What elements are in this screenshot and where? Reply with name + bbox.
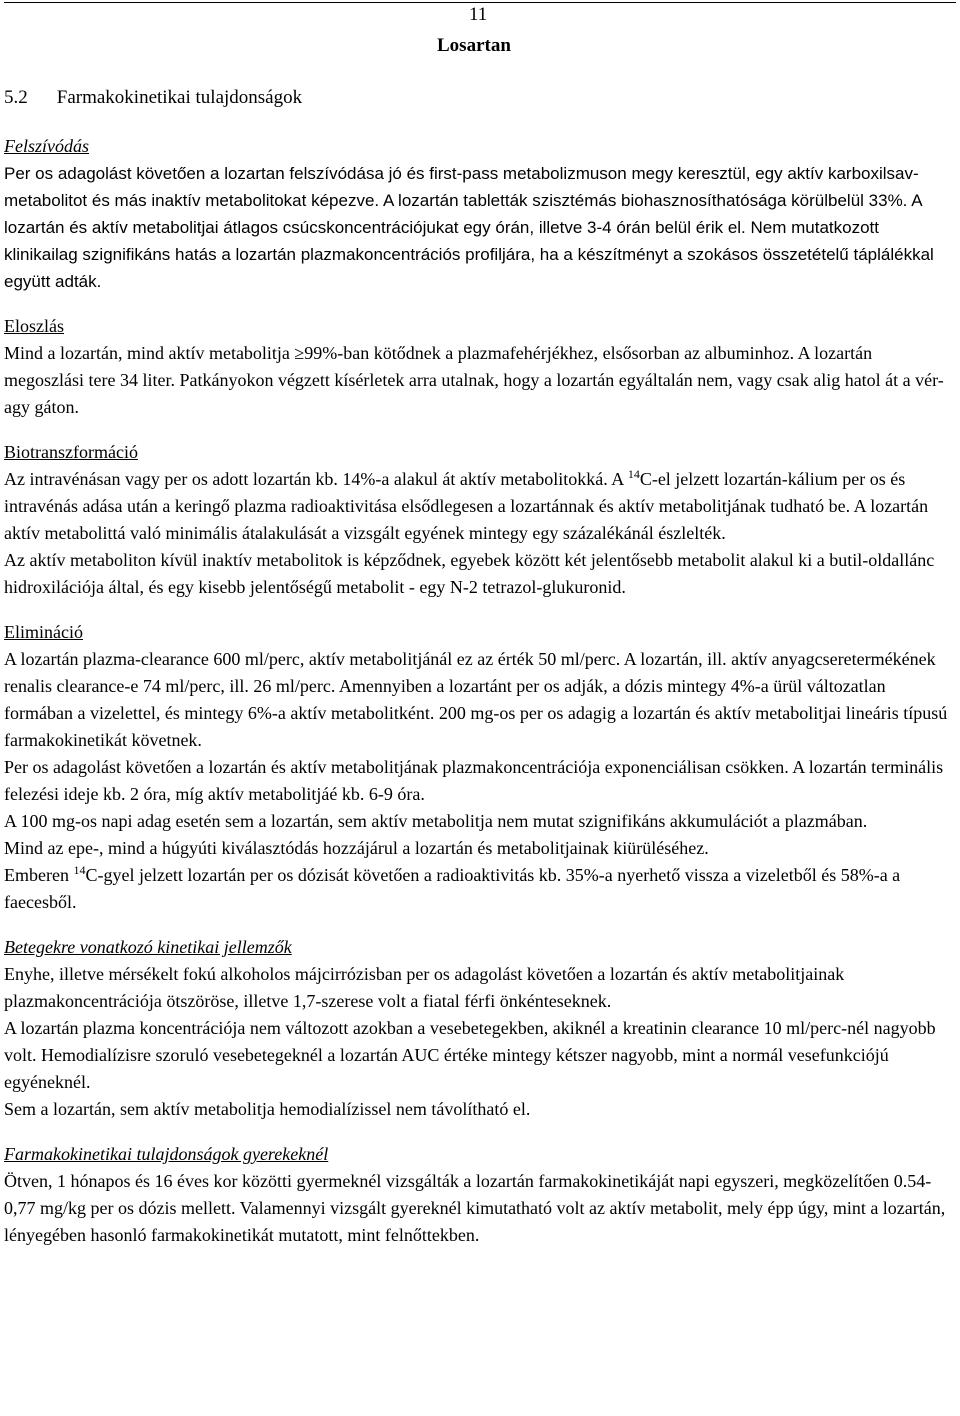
elimination-p5-post: C-gyel jelzett lozartán per os dózisát követően a radioaktivitás kb. 35%-a nyerhető vissza a vizeletből és 58%-a a faecesből. [4, 865, 901, 912]
elimination-heading: Elimináció [4, 622, 83, 642]
biotransformation-paragraph-2: Az aktív metaboliton kívül inaktív metabolitok is képződnek, egyebek között két jelentősebb metabolit alakul ki a butil-oldallánc hidroxilációja által, és egy kisebb jelentőségű metabolit - egy N-2 tetrazol-glukuronid. [4, 550, 935, 597]
header-rule [4, 2, 956, 3]
biotransformation-heading: Biotranszformáció [4, 442, 138, 462]
section-title [4, 84, 954, 111]
distribution-paragraph: Mind a lozartán, mind aktív metabolitja ≥99%-ban kötődnek a plazmafehérjékhez, elsősorban az albuminhoz. A lozartán megoszlási tere 34 liter. Patkányokon végzett kísérletek arra utalnak, hogy a lozartán egyáltalán nem, vagy csak alig hatol át a vér-agy gáton. [4, 343, 944, 417]
patients-paragraph-2: A lozartán plazma koncentrációja nem változott azokban a vesebetegekben, akiknél a kreatinin clearance 10 ml/perc-nél nagyobb volt. Hemodialízisre szoruló vesebetegeknél a lozartán AUC értéke mintegy kétszer nagyobb, mint a normál vesefunkciójú egyéneknél. [4, 1018, 936, 1092]
biotransformation-text-pre: Az intravénásan vagy per os adott lozartán kb. 14%-a alakul át aktív metabolitokká. A [4, 469, 628, 489]
pediatric-heading: Farmakokinetikai tulajdonságok gyerekeknél [4, 1144, 329, 1164]
biotransformation-text-post: C-el jelzett lozartán-kálium per os és intravénás adása után a keringő plazma radioaktivitása elsődlegesen a lozartánnak és aktív metabolitjának tudható be. A lozartán aktív metabolittá való minimális átalakulását a vizsgált egyének mintegy egy százalékánál észlelték. [4, 469, 929, 543]
patients-paragraph-3: Sem a lozartán, sem aktív metabolitja hemodialízissel nem távolítható el. [4, 1099, 531, 1119]
elimination-paragraph-4: Mind az epe-, mind a húgyúti kiválasztódás hozzájárul a lozartán és metabolitjainak kiürüléséhez. [4, 838, 709, 858]
elimination-p5-pre: Emberen [4, 865, 74, 885]
section-number: 5.2 [4, 87, 28, 108]
biotransformation-paragraph [4, 466, 954, 547]
section-title-text: Farmakokinetikai tulajdonságok [56, 87, 303, 108]
isotope-superscript-2: 14 [73, 863, 86, 877]
patients-heading: Betegekre vonatkozó kinetikai jellemzők [4, 937, 292, 957]
isotope-superscript: 14 [627, 467, 640, 481]
absorption-text-b: A lozartán tabletták szisztémás biohasznosíthatósága körülbelül 33%. A lozartán és aktív metabolitjai átlagos csúcskoncentrációjukat egy órán, illetve 3-4 órán belül érik el. Nem mutatkozott klinikailag szignifikáns hatás a lozartán plazmakoncentrációs profiljára, ha a készítményt a szokásos összetételű táplálékkal együtt adták. [4, 191, 934, 291]
absorption-heading: Felszívódás [4, 136, 89, 156]
absorption-paragraph [4, 160, 954, 295]
elimination-paragraph-5 [4, 862, 954, 916]
drug-name: Losartan [437, 35, 511, 56]
page-number: 11 [469, 4, 488, 25]
patients-paragraph-1: Enyhe, illetve mérsékelt fokú alkoholos májcirrózisban per os adagolást követően a lozartán és aktív metabolitjainak plazmakoncentrációja ötszöröse, illetve 1,7-szerese volt a fiatal férfi önkénteseknek. [4, 964, 845, 1011]
elimination-paragraph-2: Per os adagolást követően a lozartán és aktív metabolitjának plazmakoncentrációja exponenciálisan csökken. A lozartán terminális felezési ideje kb. 2 óra, míg aktív metabolitjáé kb. 6-9 óra. [4, 757, 944, 804]
elimination-paragraph-3: A 100 mg-os napi adag esetén sem a lozartán, sem aktív metabolitja nem mutat szignifikáns akkumulációt a plazmában. [4, 811, 868, 831]
pediatric-paragraph: Ötven, 1 hónapos és 16 éves kor közötti gyermeknél vizsgálták a lozartán farmakokinetikáját napi egyszeri, megközelítően 0.54-0,77 mg/kg per os dózis mellett. Valamennyi vizsgált gyereknél kimutatható volt az aktív metabolit, mely épp úgy, mint a lozartán, lényegében hasonló farmakokinetikát mutatott, mint felnőttekben. [4, 1171, 946, 1245]
absorption-text-a: Per os adagolást követően a lozartan felszívódása jó és first-pass metabolizmuson megy keresztül, egy aktív karboxilsav-metabolitot és más inaktív metabolitokat képezve. [4, 164, 919, 210]
distribution-heading: Eloszlás [4, 316, 64, 336]
elimination-paragraph-1: A lozartán plazma-clearance 600 ml/perc, aktív metabolitjánál ez az érték 50 ml/perc. A lozartán, ill. aktív anyagcseretermékének renalis clearance-e 74 ml/perc, ill. 26 ml/perc. Amennyiben a lozartánt per os adják, a dózis mintegy 4%-a ürül változatlan formában a vizelettel, és mintegy 6%-a aktív metabolitként. 200 mg-os per os adagig a lozartán és aktív metabolitjai lineáris típusú farmakokinetikát követnek. [4, 649, 948, 750]
document-body [4, 84, 954, 1249]
